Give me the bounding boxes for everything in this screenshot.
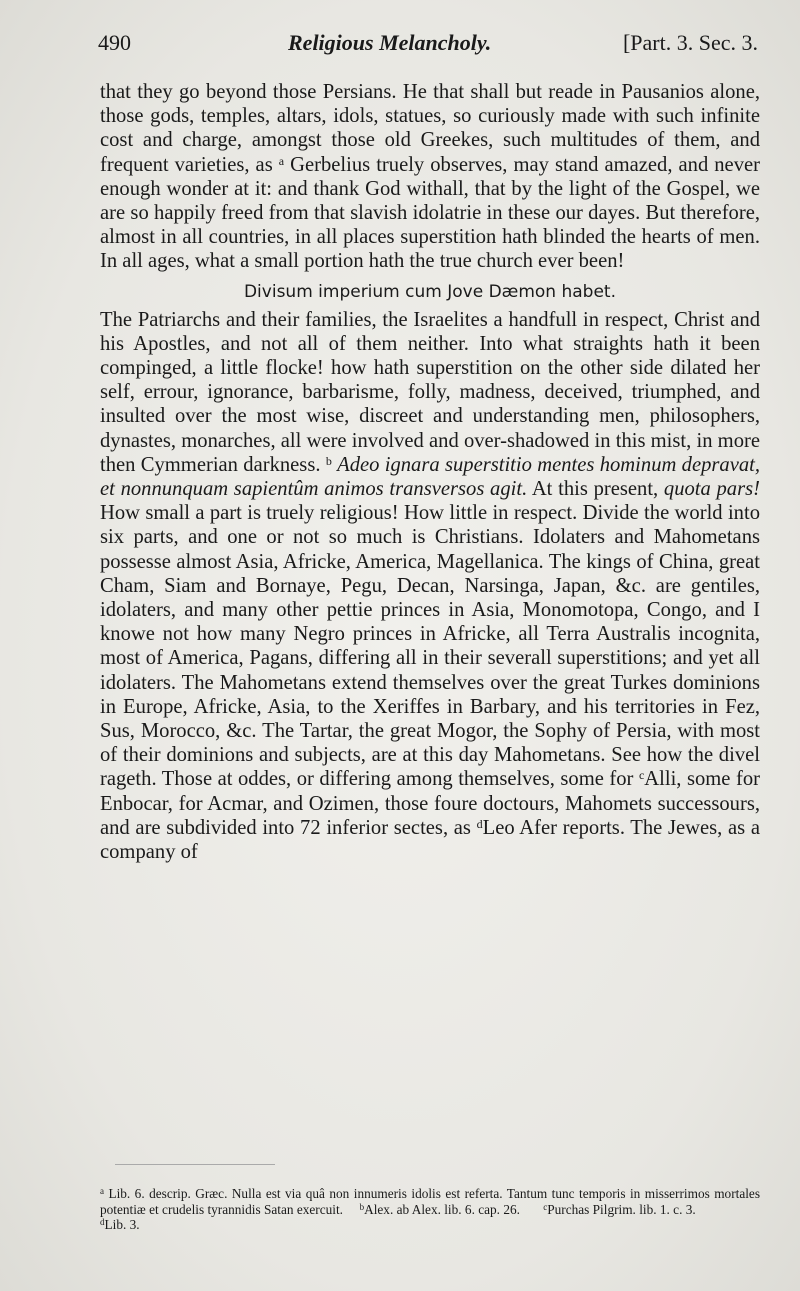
footnote-ref-a[interactable]: a — [278, 153, 285, 168]
latin-quote: Divisum imperium cum Jove Dæmon habet. — [243, 281, 617, 302]
footnote-c: Purchas Pilgrim. lib. 1. c. 3. — [547, 1201, 696, 1217]
footnote-ref-c[interactable]: c — [638, 768, 645, 783]
footnote-d: $^d$Lib. 3. — [100, 1217, 140, 1232]
quota-pars: quota pars! — [663, 478, 760, 501]
footnote-a: $^a$ Lib. 6. descrip. Græc. Nulla est via quâ non innumeris idolis est referta. Tantum tunc temporis in misserrimos mortales potentiæ et crudelis tyrannidis Satan exercuit. $^b$Alex. ab Alex. lib. 6. cap. 26. $^c$Purchas Pilgrim. lib. 1. c. 3. — [100, 1186, 760, 1217]
latin-italic: Adeo ignara superstitio mentes hominum depravat, et nonnunquam sapientûm animos transversos agit. — [100, 453, 761, 501]
page-number: 490 — [98, 30, 131, 55]
footnotes — [100, 1186, 760, 1233]
paragraph-1: that they go beyond those Persians. He that shall but reade in Pausanios alone, those gods, temples, altars, idols, statues, so curiously made with such infinite cost and charge, amongst those old Greekes, such multitudes of them, and frequent varieties, as $^a$ Gerbelius truely observes, may stand amazed, and never enough wonder at it: and thank God withall, that by the light of the Gospel, we are so happily freed from that slavish idolatrie in these our dayes. But therefore, almost in all countries, in all places superstition hath blinded the hearts of men. In all ages, what a small portion hath the true church ever been! — [100, 81, 760, 273]
footnote-ref-d[interactable]: d — [476, 816, 483, 831]
footnote-b: Alex. ab Alex. lib. 6. cap. 26. — [364, 1201, 520, 1217]
footnote-divider — [115, 1164, 275, 1165]
paragraph-2: The Patriarchs and their families, the Israelites a handfull in respect, Christ and his Apostles, and not all of them neither. Into what straights hath it been compinged, a little flocke! how hath superstition on the other side dilated her self, errour, ignorance, barbarisme, folly, madness, deceived, triumphed, and insulted over the most wise, discreet and understanding men, philosophers, dynastes, monarches, all were involved and over-shadowed in this mist, in more then Cymmerian darkness. $^b$ Adeo ignara superstitio mentes hominum depravat, et nonnunquam sapientûm animos transversos agit. At this present, quota pars! How small a part is truely religious! How little in respect. Divide the world into six parts, and one or not so much is Christians. Idolaters and Mahometans possesse almost Asia, Africke, America, Magellanica. The kings of China, great Cham, Siam and Bornaye, Pegu, Decan, Narsinga, Japan, &c. are gentiles, idolaters, and many other pettie princes in Asia, Monomotopa, Congo, and I knowe not how many Negro princes in Africke, all Terra Australis incognita, most of America, Pagans, differing all in their severall superstitions; and yet all idolaters. The Mahometans extend themselves over the great Turkes dominions in Europe, Africke, Asia, to the Xeriffes in Barbary, and his territories in Fez, Sus, Morocco, &c. The Tartar, the great Mogor, the Sophy of Persia, with most of their dominions and subjects, are at this day Mahometans. See how the divel rageth. Those at oddes, or differing among themselves, some for $^c$Alli, some for Enbocar, for Acmar, and Ozimen, those foure doctours, Mahomets successours, and are subdivided into 72 inferior sectes, as $^d$Leo Afer reports. The Jewes, as a company of — [100, 308, 761, 864]
running-title: Religious Melancholy. — [288, 30, 492, 55]
main-text — [100, 80, 760, 864]
running-header — [98, 30, 758, 70]
footnote-ref-b[interactable]: b — [325, 453, 332, 468]
section-label: [Part. 3. Sec. 3. — [622, 30, 758, 55]
